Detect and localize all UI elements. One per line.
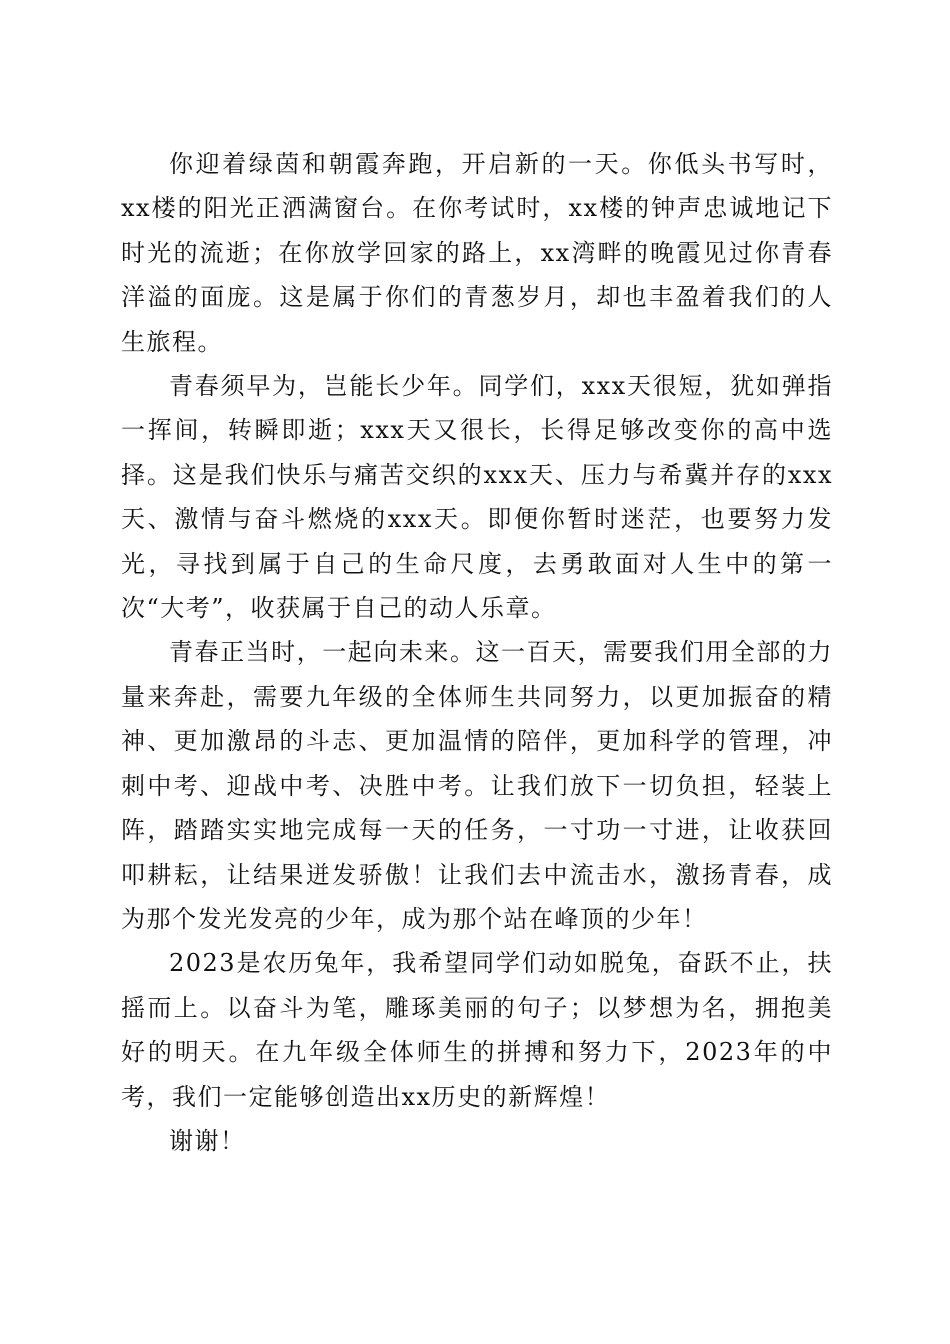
paragraph-future: 青春正当时，一起向未来。这一百天，需要我们用全部的力量来奔赴，需要九年级的全体师生共同努力，以更加振奋的精神、更加激昂的斗志、更加温情的陪伴，更加科学的管理，冲刺中考、迎战中考、决胜中考。让我们放下一切负担，轻装上阵，踏踏实实地完成每一天的任务，一寸功一寸进，让收获回叩耕耘，让结果迸发骄傲！让我们去中流击水，激扬青春，成为那个发光发亮的少年，成为那个站在峰顶的少年！: [121, 638, 833, 933]
paragraph-thanks: 谢谢！: [169, 1126, 246, 1155]
document-body: [121, 142, 833, 1163]
paragraph-youth: 青春须早为，岂能长少年。同学们，xxx天很短，犹如弹指一挥间，转瞬即逝；xxx天又很长，长得足够改变你的高中选择。这是我们快乐与痛苦交织的xxx天、压力与希冀并存的xxx天、激情与奋斗燃烧的xxx天。即便你暂时迷茫，也要努力发光，寻找到属于自己的生命尺度，去勇敢面对人生中的第一次“大考”，收获属于自己的动人乐章。: [121, 372, 833, 623]
paragraph-morning: 你迎着绿茵和朝霞奔跑，开启新的一天。你低头书写时，xx楼的阳光正洒满窗台。在你考试时，xx楼的钟声忠诚地记下时光的流逝；在你放学回家的路上，xx湾畔的晚霞见过你青春洋溢的面庞。这是属于你们的青葱岁月，却也丰盈着我们的人生旅程。: [121, 150, 833, 356]
paragraph-2023: 2023是农历兔年，我希望同学们动如脱兔，奋跃不止，扶摇而上。以奋斗为笔，雕琢美丽的句子；以梦想为名，拥抱美好的明天。在九年级全体师生的拼搏和努力下，2023年的中考，我们一定能够创造出xx历史的新辉煌！: [121, 949, 833, 1111]
